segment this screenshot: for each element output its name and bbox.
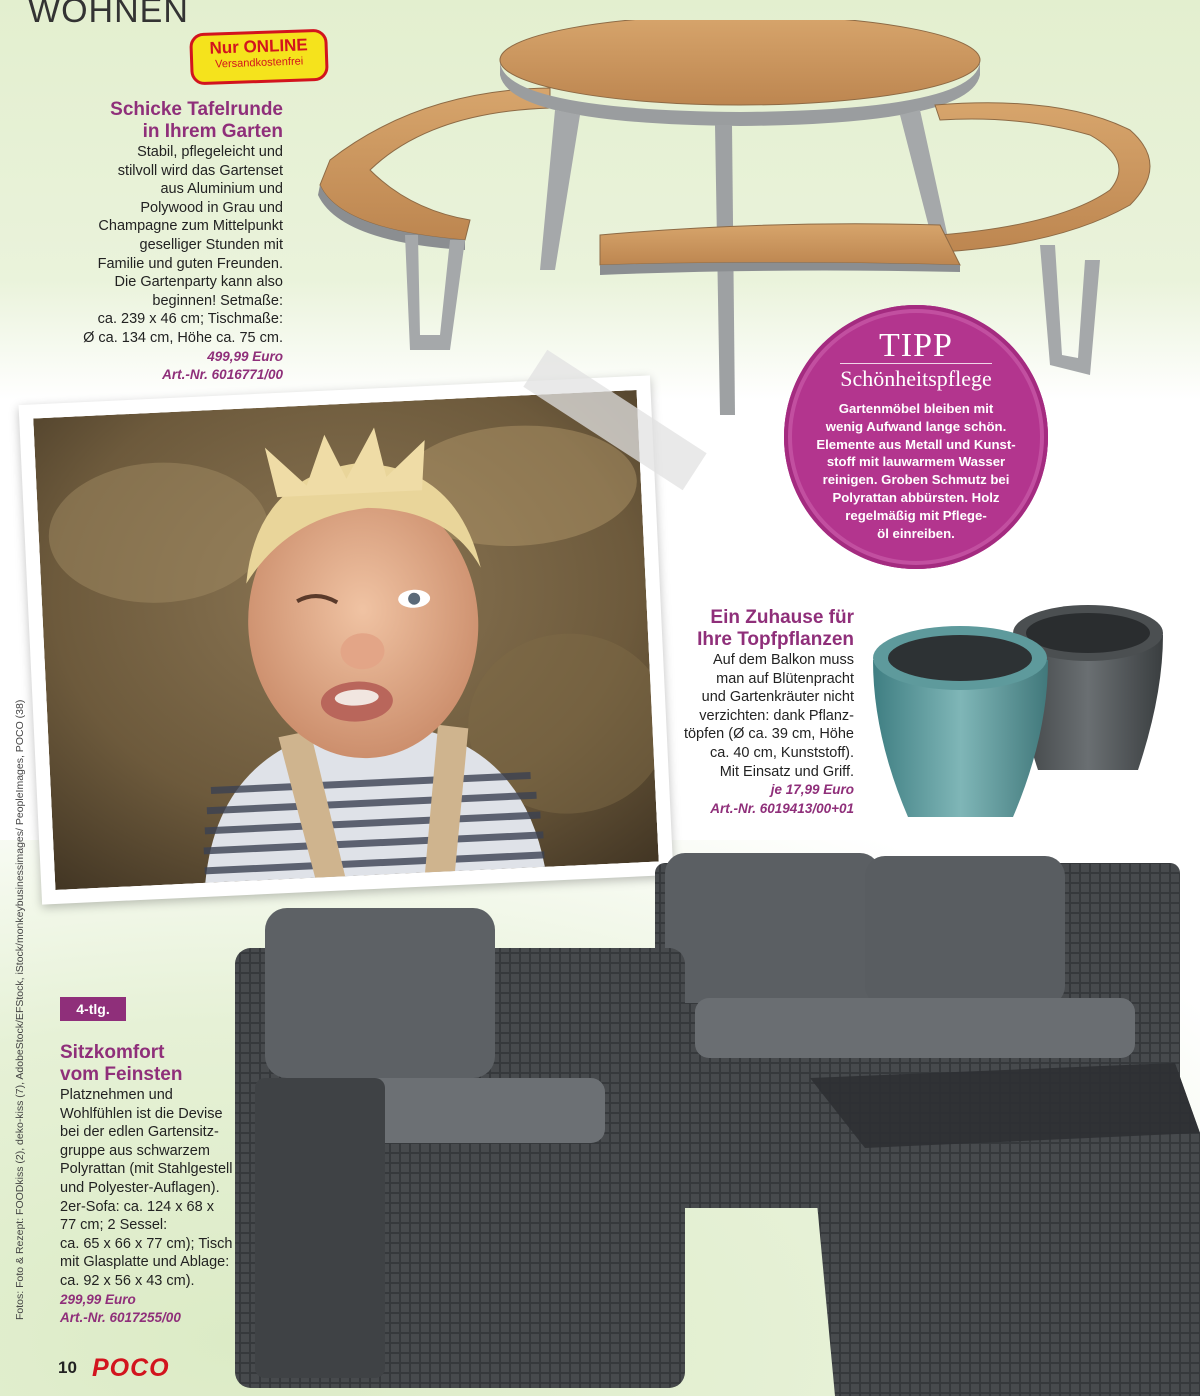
badge-line2: Versandkostenfrei [214, 55, 304, 71]
lounge-headline-2: vom Feinsten [60, 1064, 183, 1085]
lounge-price: 299,99 Euro [60, 1291, 136, 1307]
lounge-line: Wohlfühlen ist die Devise [60, 1105, 223, 1122]
lounge-line: Polyrattan (mit Stahlgestell [60, 1161, 233, 1178]
table-set-line: aus Aluminium und [160, 181, 283, 198]
plant-pots-image [868, 595, 1180, 825]
table-set-headline-2: in Ihrem Garten [142, 121, 283, 142]
table-set-line: geselliger Stunden mit [139, 236, 283, 253]
tipp-title: TIPP [879, 327, 953, 364]
lounge-line: 77 cm; 2 Sessel: [60, 1217, 168, 1234]
table-set-line: Die Gartenparty kann also [114, 274, 283, 291]
boy-photo-frame [19, 375, 674, 904]
boy-photo-image [33, 390, 659, 890]
pots-line: Mit Einsatz und Griff. [719, 763, 854, 780]
set-size-tag: 4-tlg. [60, 997, 126, 1021]
section-title: WOHNEN [28, 0, 189, 30]
pots-line: man auf Blütenpracht [716, 670, 854, 687]
lounge-set-image [225, 848, 1200, 1396]
pots-headline: Ein Zuhause für [710, 607, 854, 628]
table-set-article-number: Art.-Nr. 6016771/00 [162, 367, 283, 383]
pots-description [640, 607, 854, 818]
table-set-headline: Schicke Tafelrunde [110, 99, 283, 120]
pots-line: töpfen (Ø ca. 39 cm, Höhe [683, 726, 854, 743]
table-set-line: Champagne zum Mittelpunkt [98, 218, 283, 235]
page-number: 10 [58, 1358, 77, 1377]
tipp-line: öl einreiben. [877, 525, 955, 541]
lounge-article-number: Art.-Nr. 6017255/00 [60, 1310, 181, 1326]
boy-photo [33, 390, 659, 890]
pots-price: je 17,99 Euro [770, 782, 854, 798]
table-set-line: Stabil, pflegeleicht und [137, 144, 283, 160]
lounge-line: Platznehmen und [60, 1087, 173, 1103]
lounge-description [60, 1042, 260, 1328]
table-set-line: beginnen! Setmaße: [152, 292, 283, 309]
pots-headline-2: Ihre Topfpflanzen [697, 629, 854, 650]
pots-line: Auf dem Balkon muss [712, 652, 854, 668]
table-set-description [60, 99, 283, 385]
table-set-line: Ø ca. 134 cm, Höhe ca. 75 cm. [83, 329, 283, 346]
tipp-line: stoff mit lauwarmem Wasser [826, 454, 1006, 470]
lounge-line: ca. 65 x 66 x 77 cm); Tisch [60, 1235, 233, 1252]
lounge-line: mit Glasplatte und Ablage: [60, 1254, 230, 1271]
tipp-circle [784, 305, 1048, 569]
lounge-line: 2er-Sofa: ca. 124 x 68 x [60, 1198, 214, 1215]
table-set-line: ca. 239 x 46 cm; Tischmaße: [97, 311, 283, 328]
lounge-headline: Sitzkomfort [60, 1042, 165, 1063]
table-set-line: Polywood in Grau und [140, 199, 283, 216]
lounge-line: gruppe aus schwarzem [60, 1142, 210, 1159]
table-set-line: Familie und guten Freunden. [97, 255, 283, 272]
pots-line: verzichten: dank Pflanz- [699, 707, 854, 724]
tipp-subtitle: Schönheitspflege [840, 363, 992, 392]
poco-logo: POCO [92, 1354, 170, 1382]
badge-line1: Nur ONLINE [209, 35, 309, 58]
tipp-line: regelmäßig mit Pflege- [845, 507, 987, 523]
tipp-line: Gartenmöbel bleiben mit [838, 401, 994, 416]
photo-credits: Fotos: Foto & Rezept: FOODkiss (2), deko-kiss (7), AdobeStock/EFStock, iStock/monkeybusinessimages/ PeopleImages, POCO (38) [14, 699, 26, 1320]
pots-line: ca. 40 cm, Kunststoff). [710, 744, 854, 761]
pots-line: und Gartenkräuter nicht [701, 689, 854, 706]
garden-table-set-image [300, 20, 1180, 420]
tipp-line: reinigen. Groben Schmutz bei [822, 472, 1010, 488]
table-set-line: stilvoll wird das Gartenset [117, 162, 283, 179]
pots-article-number: Art.-Nr. 6019413/00+01 [710, 800, 854, 816]
table-set-price: 499,99 Euro [207, 348, 283, 364]
tipp-line: Elemente aus Metall und Kunst- [816, 436, 1016, 452]
tipp-line: Polyrattan abbürsten. Holz [832, 489, 1000, 505]
tipp-body [800, 400, 1032, 542]
lounge-line: bei der edlen Gartensitz- [60, 1124, 219, 1141]
lounge-line: und Polyester-Auflagen). [60, 1179, 220, 1196]
lounge-line: ca. 92 x 56 x 43 cm). [60, 1272, 195, 1289]
tipp-line: wenig Aufwand lange schön. [825, 418, 1007, 434]
